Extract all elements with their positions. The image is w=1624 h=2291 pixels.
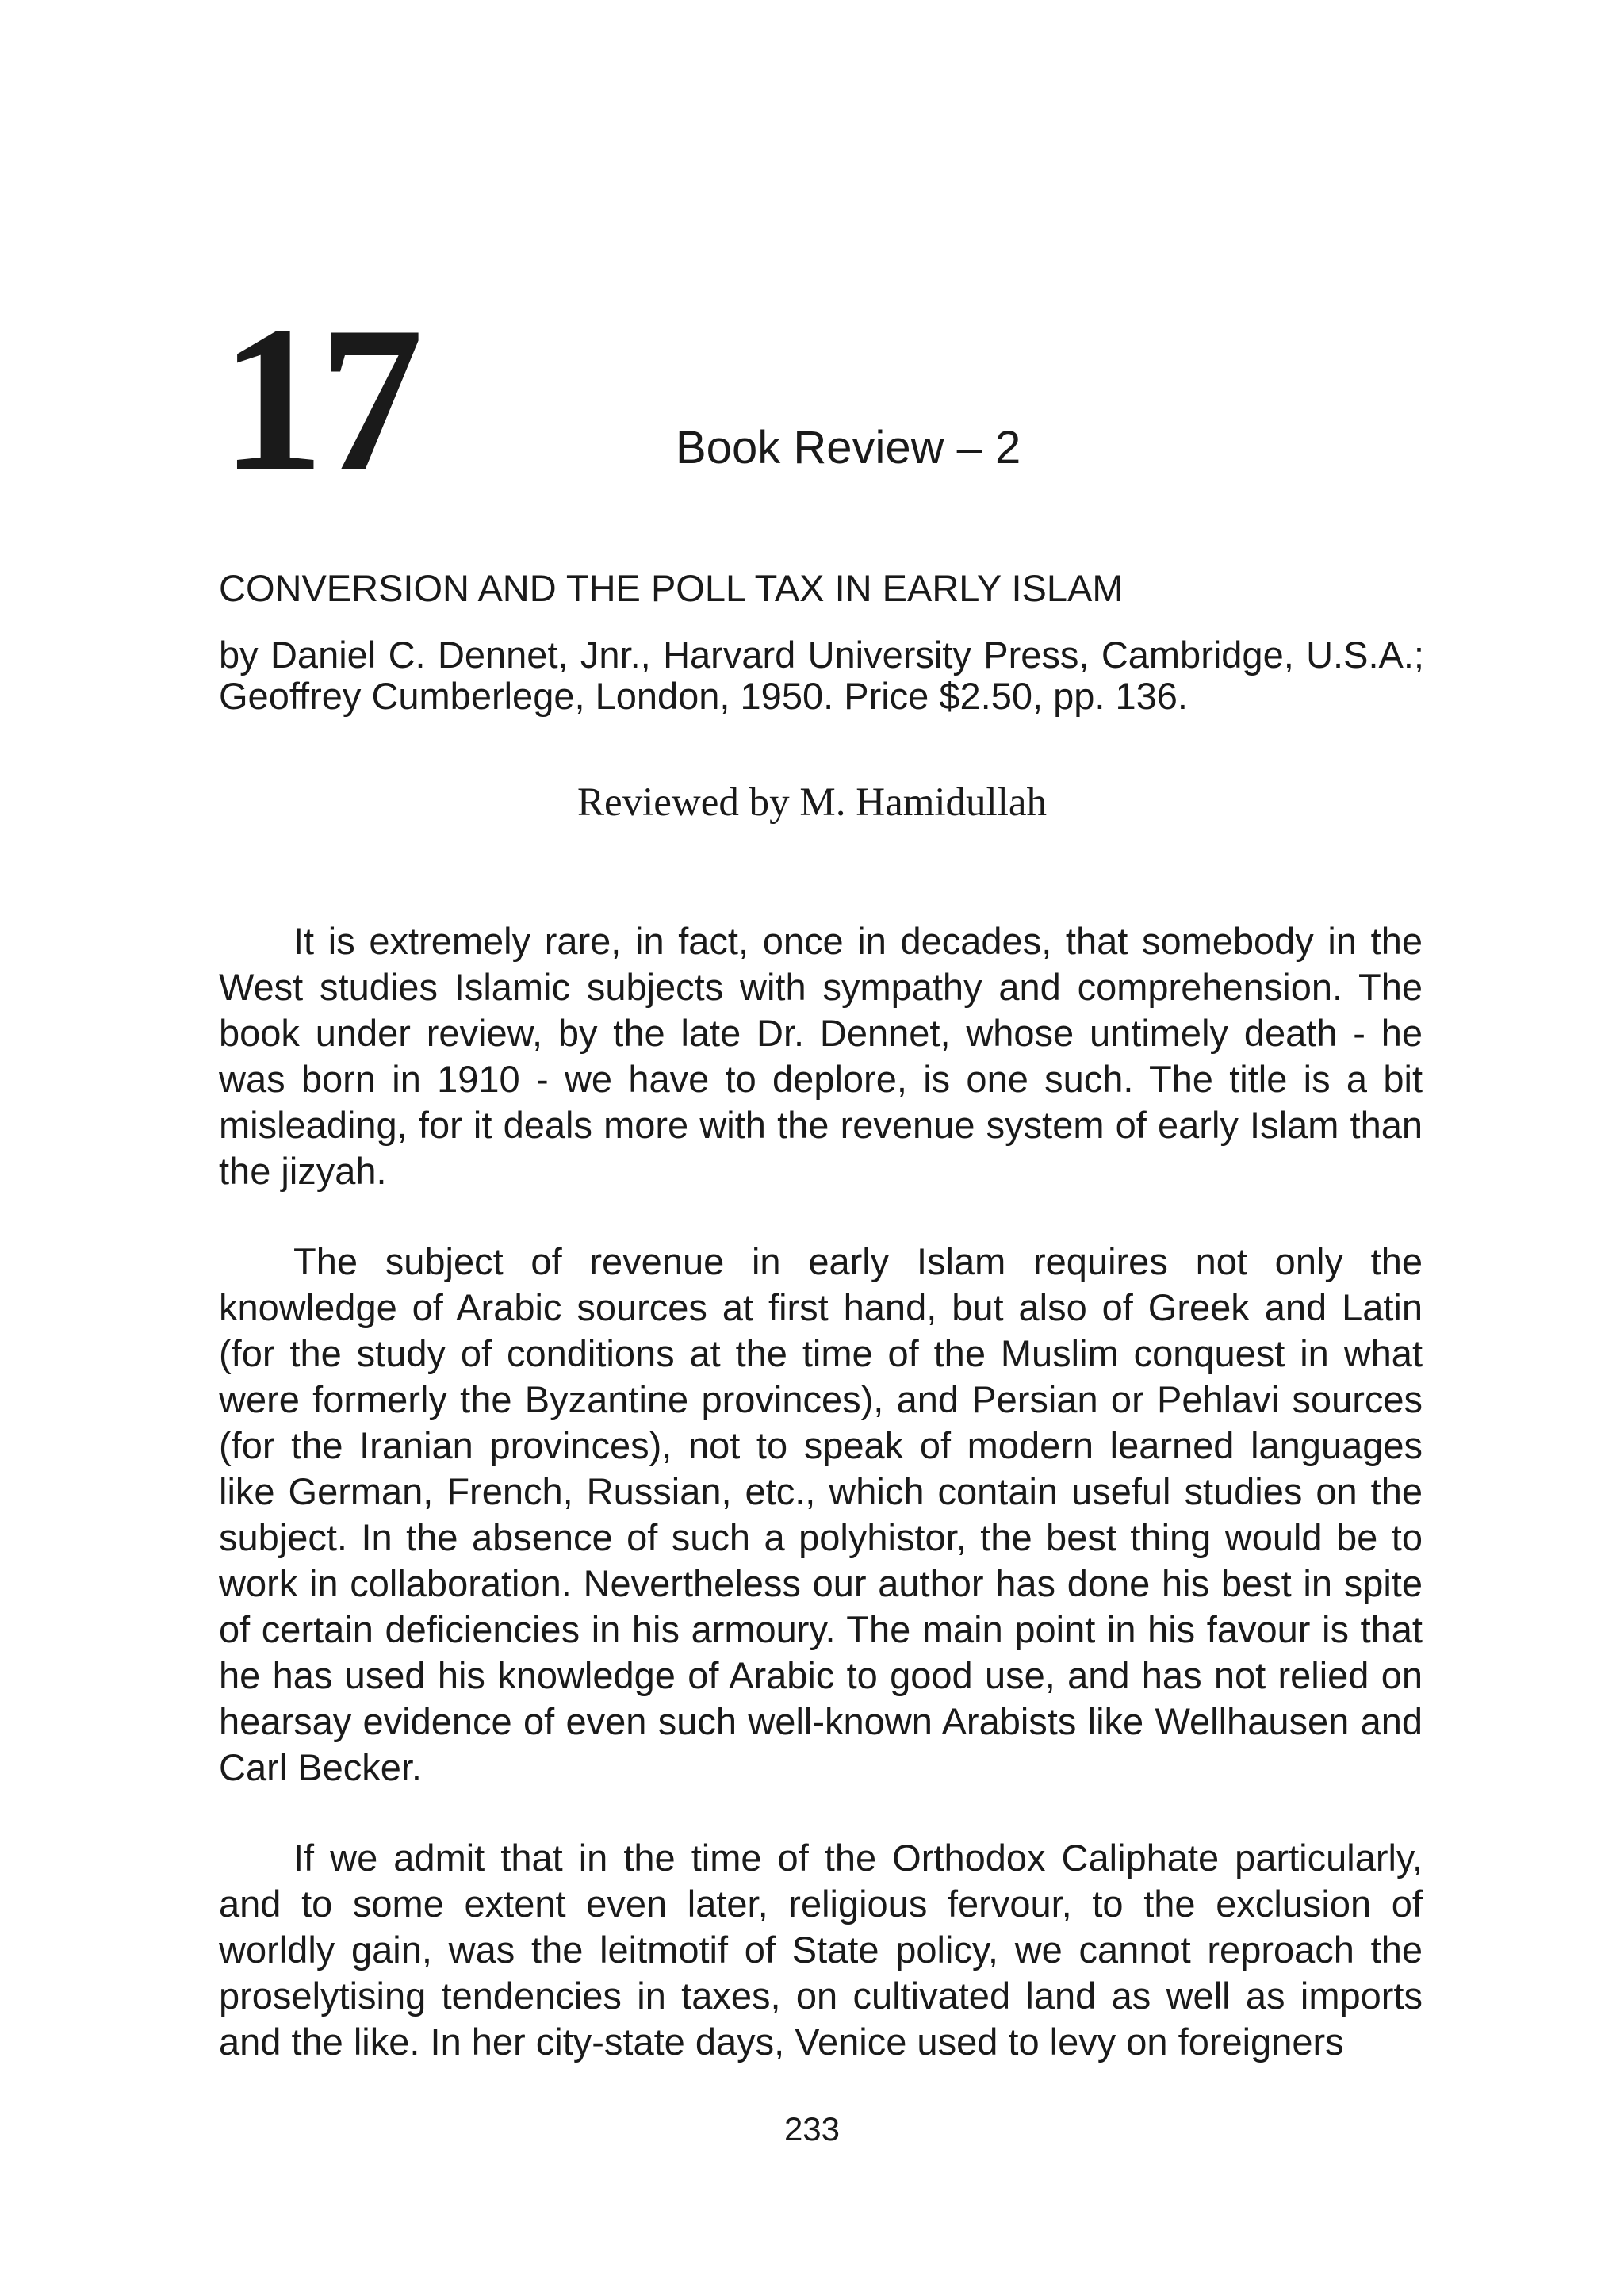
- paragraph: It is extremely rare, in fact, once in decades, that somebody in the West studies Islamic subjects with sympathy and comprehension. The book under review, by the late Dr. Dennet, whose untimely death - he was born in 1910 - we have to deplore, is one such. The title is a bit misleading, for it deals more with the revenue system of early Islam than the jizyah.: [219, 920, 1423, 1192]
- paragraph: If we admit that in the time of the Orthodox Caliphate particularly, and to some extent even later, religious fervour, to the exclusion of worldly gain, was the leitmotif of State policy, we cannot reproach the proselytising tendencies in taxes, on cultivated land as well as imports and the like. In her city-state days, Venice used to levy on foreigners: [219, 1837, 1423, 2063]
- page-number: 233: [783, 2110, 841, 2147]
- chapter-number: 17: [220, 284, 419, 514]
- book-citation: by Daniel C. Dennet, Jnr., Harvard University Press, Cambridge, U.S.A.; Geoffrey Cumberlege, London, 1950. Price $2.50, pp. 136.: [219, 634, 1424, 717]
- reviewer-byline: Reviewed by M. Hamidullah: [576, 780, 1048, 825]
- review-heading: CONVERSION AND THE POLL TAX IN EARLY ISLAM: [219, 567, 1124, 609]
- paragraph: The subject of revenue in early Islam requires not only the knowledge of Arabic sources at first hand, but also of Greek and Latin (for the study of conditions at the time of the Muslim conquest in what were formerly the Byzantine provinces), and Persian or Pehlavi sources (for the Iranian provinces), not to speak of modern learned languages like German, French, Russian, etc., which contain useful studies on the subject. In the absence of such a polyhistor, the best thing would be to work in collaboration. Nevertheless our author has done his best in spite of certain deficiencies in his armoury. The main point in his favour is that he has used his knowledge of Arabic to good use, and has not relied on hearsay evidence of even such well-known Arabists like Wellhausen and Carl Becker.: [219, 1240, 1423, 1788]
- chapter-title: Book Review – 2: [676, 422, 1021, 473]
- body-text: [219, 918, 1423, 2109]
